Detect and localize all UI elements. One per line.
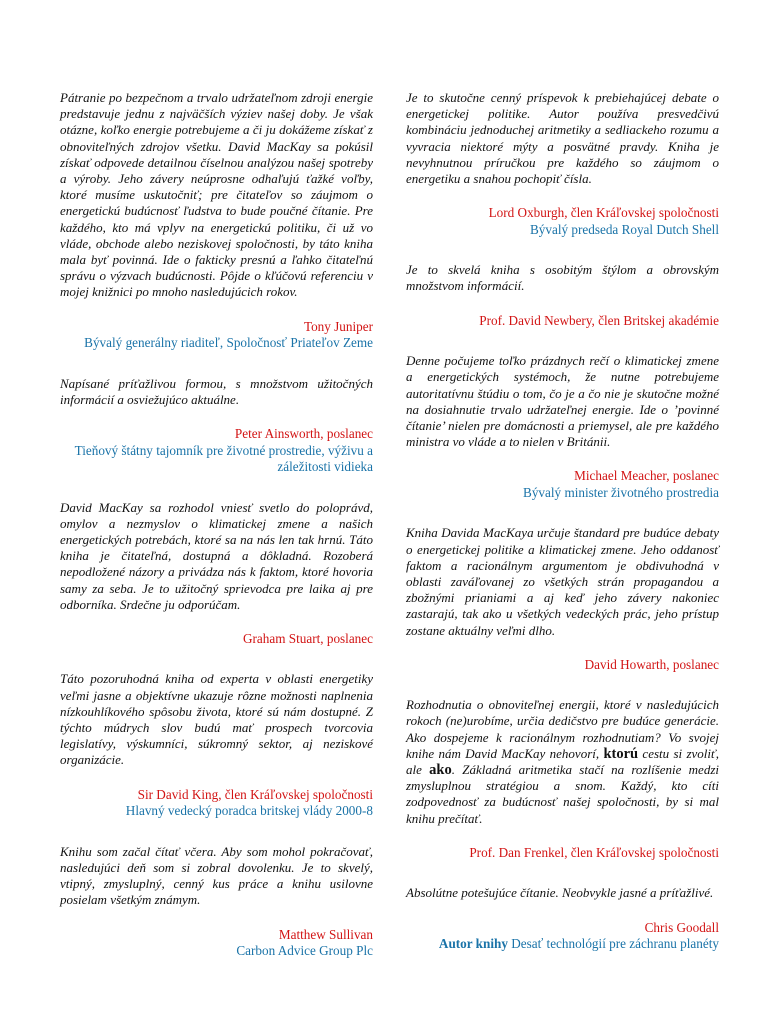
author-name: Chris Goodall xyxy=(644,919,719,935)
author-name: Lord Oxburgh, člen Kráľovskej spoločnosti xyxy=(488,205,719,221)
emphasis-text: ktorú xyxy=(603,745,639,762)
author-name: Matthew Sullivan xyxy=(278,926,373,942)
author-role xyxy=(406,936,719,953)
attribution xyxy=(406,205,719,238)
author-name: Michael Meacher, poslanec xyxy=(574,468,719,484)
author-role-text: Desať technológií pre záchranu planéty xyxy=(511,936,719,952)
emphasis-text: ako xyxy=(429,762,452,779)
quote-text: Absolútne potešujúce čítanie. Neobvykle jasné a príťažlivé. xyxy=(406,885,714,901)
attribution xyxy=(406,920,719,953)
attribution xyxy=(406,845,719,862)
quote-text: Pátranie po bezpečnom a trvalo udržateľnom zdroji energie predstavuje jednu z najväčších výziev našej doby. Je však otázne, koľko energie potrebujeme a či ju dokážeme získať z obnoviteľných zdrojov všetku. David MacKay sa pokúsil získať odpovede detailnou číselnou analýzou našej spotreby a výroby. Jeho závery neúprosne odhaľujú ťažké voľby, ktoré musíme uskutočniť; pre čitateľov so záujmom o energetickú budúcnosť ľudstva to bude poučné čítanie. Pre každého, kto má vplyv na energetickú politiku, či už vo vláde, obchode alebo neziskovej spoločnosti, by táto kniha mala byť povinná. Ide o fakticky presnú a ľahko čitateľnú správu o výzvach budúcnosti. Pôjde o kľúčovú referenciu v mojej knižnici po mnoho nasledujúcich rokov. xyxy=(60,90,373,300)
quote-text: Kniha Davida MacKaya určuje štandard pre budúce debaty o energetickej politike a klimatickej zmene. Jeho oddanosť faktom a racionálnym argumentom je obdivuhodná v oblasti zaváľovanej zo všetkých strán propagandou a zbožnými prianiami a aj keď jeho závery nakoniec zastarajú, tak ako u všetkých vedeckých prác, jeho prístup zostane aktuálny veľmi dlho. xyxy=(406,525,719,638)
attribution xyxy=(60,319,373,352)
author-role: Bývalý generálny riaditeľ, Spoločnosť Priateľov Zeme xyxy=(84,335,373,351)
author-role: Hlavný vedecký poradca britskej vlády 2000-8 xyxy=(125,803,373,819)
quote-text: Denne počujeme toľko prázdnych rečí o klimatickej zmene a energetických systémoch, že nutne potrebujeme autoritatívnu štúdiu o tom, čo je a čo nie je skutočne možné na dosiahnutie trvalo udržateľnej energie. Ide o ’povinné čítanie’ nielen pre domácnosti a priemysel, ale pre každého ministra vo vláde a to nielen v Británii. xyxy=(406,353,719,450)
right-column xyxy=(406,90,719,953)
quote-text: Je to skvelá kniha s osobitým štýlom a obrovským množstvom informácií. xyxy=(406,262,719,294)
quote-text-part: Rozhodnutia o obnoviteľnej energii, ktoré v nasledujúcich rokoch (ne)urobíme, určia dedičstvo pre budúce generácie. Ako dospejeme k racionálnym rozhodnutiam? Vo svojej knihe nám David MacKay nehovorí, xyxy=(406,697,719,761)
attribution xyxy=(60,426,373,476)
author-role: Tieňový štátny tajomník pre životné prostredie, výživu a záležitosti vidieka xyxy=(74,442,373,475)
attribution xyxy=(406,313,719,330)
author-role: Bývalý predseda Royal Dutch Shell xyxy=(530,221,719,237)
author-role-prefix: Autor knihy xyxy=(438,936,508,952)
quote-text: David MacKay sa rozhodol vniesť svetlo do poloprávd, omylov a nezmyslov o klimatickej zmene a našich energetických potrebách, ktoré sa na nás len tak hrnú. Táto kniha je čitateľná, dostupná a dôkladná. Rozoberá nepodložené názory a privádza nás k faktom, ktoré hovoria samy za seba. Je to užitočný sprievodca pre laika aj pre odborníka. Srdečne ju odporúčam. xyxy=(60,499,373,612)
author-role: Carbon Advice Group Plc xyxy=(236,943,373,958)
author-name: Graham Stuart, poslanec xyxy=(242,630,373,646)
author-name: David Howarth, poslanec xyxy=(584,656,719,672)
quote-text: Napísané príťažlivou formou, s množstvom užitočných informácií a osviežujúco aktuálne. xyxy=(60,375,373,407)
quote-text-part: cestu si zvoliť, ale xyxy=(406,745,720,778)
attribution xyxy=(406,468,719,501)
quote-text xyxy=(406,697,719,827)
left-column xyxy=(60,90,373,960)
attribution xyxy=(60,631,373,648)
author-name: Peter Ainsworth, poslanec xyxy=(234,426,373,442)
author-name: Tony Juniper xyxy=(303,318,373,334)
quote-text: Knihu som začal čítať včera. Aby som mohol pokračovať, nasledujúci deň som si zobral dovolenku. Je to skvelý, vtipný, zmysluplný, cenný kus práce a knihu usilovne posielam všetkým známym. xyxy=(60,843,373,908)
attribution xyxy=(406,657,719,674)
author-name: Sir David King, člen Kráľovskej spoločnosti xyxy=(137,786,373,802)
author-role: Bývalý minister životného prostredia xyxy=(523,484,719,500)
quote-text: Táto pozoruhodná kniha od experta v oblasti energetiky veľmi jasne a objektívne ukazuje rôzne možnosti naplnenia nízkouhlíkového spôsobu života, ktoré sú nám dostupné. Z týchto múdrych slov budú mať prospech tvorcovia legislatívy, výskumníci, súkromný sektor, aj neziskové organizácie. xyxy=(60,671,373,768)
author-name: Prof. Dan Frenkel, člen Kráľovskej spoločnosti xyxy=(469,844,719,860)
author-name: Prof. David Newbery, člen Britskej akadémie xyxy=(479,312,719,328)
attribution xyxy=(60,787,373,820)
quote-text-part: . Základná aritmetika stačí na rozlíšenie medzi zmysluplnou stratégiou a snom. Každý, kto cíti zodpovednosť za budúcnosť našej spoločnosti, by si mal knihu prečítať. xyxy=(406,762,719,826)
quote-text: Je to skutočne cenný príspevok k prebiehajúcej debate o energetickej politike. Autor používa presvedčivú kombináciu jednoduchej aritmetiky a sedliackeho rozumu a vyvracia niektoré mýty a posvätné pravdy. Kniha je nevyhnutnou príručkou pre každého so záujmom o energetiku a snahou pochopiť čísla. xyxy=(406,90,719,187)
attribution xyxy=(60,927,373,960)
